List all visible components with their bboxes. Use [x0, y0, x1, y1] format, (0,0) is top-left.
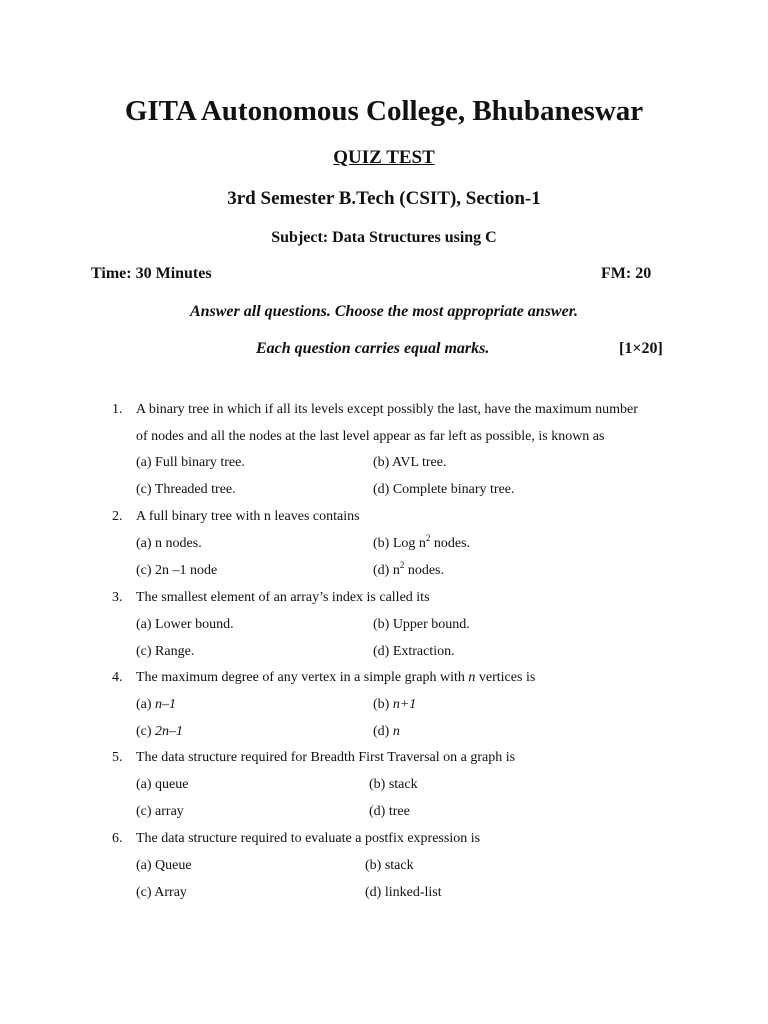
question-text: A binary tree in which if all its levels except possibly the last, have the maximum number: [136, 402, 638, 417]
option-a: (a) queue: [136, 777, 189, 792]
option-a-label: (a): [136, 697, 156, 712]
question-text-start: The maximum degree of any vertex in a simple graph with: [136, 670, 469, 685]
option-c-value: 2n–1: [155, 724, 184, 739]
question-number: 6.: [112, 831, 123, 846]
option-b: (b) AVL tree.: [373, 455, 447, 470]
option-c: (c) array: [136, 804, 184, 819]
option-c: (c) Threaded tree.: [136, 482, 236, 497]
option-d-value: n: [392, 724, 400, 739]
option-d-text: (d) n: [373, 563, 400, 578]
option-b: (b) stack: [369, 777, 418, 792]
instruction-line-2: Each question carries equal marks.: [256, 340, 490, 357]
instruction-line-1: Answer all questions. Choose the most appropriate answer.: [189, 303, 579, 320]
option-d-superscript: 2: [399, 560, 405, 570]
option-a: [136, 697, 176, 713]
question-number: 4.: [112, 670, 123, 685]
option-c: [136, 724, 183, 740]
question-number: 5.: [112, 750, 123, 765]
option-b-superscript: 2: [425, 533, 431, 543]
option-a: (a) Lower bound.: [136, 617, 234, 632]
college-title: GITA Autonomous College, Bhubaneswar: [124, 95, 644, 127]
option-b: (b) stack: [365, 858, 414, 873]
option-d: [373, 560, 444, 579]
question-text-end: vertices is: [475, 670, 536, 685]
option-a: (a) Queue: [136, 858, 192, 873]
option-b: [373, 533, 471, 552]
question-text: A full binary tree with n leaves contains: [136, 509, 360, 524]
option-d-label: (d): [373, 724, 393, 739]
option-d: (d) Complete binary tree.: [373, 482, 515, 497]
option-a: (a) Full binary tree.: [136, 455, 245, 470]
option-b-text: (b) Log n: [373, 536, 426, 551]
option-b: (b) Upper bound.: [373, 617, 470, 632]
question-number: 2.: [112, 509, 123, 524]
question-text: The data structure required for Breadth First Traversal on a graph is: [136, 750, 516, 765]
option-d: (d) linked-list: [365, 885, 442, 900]
time-label: Time: 30 Minutes: [91, 265, 212, 282]
option-d: (d) tree: [369, 804, 410, 819]
question-number: 1.: [112, 402, 123, 417]
full-marks-label: FM: 20: [601, 265, 652, 282]
subject-line: Subject: Data Structures using C: [271, 229, 497, 246]
question-text: The data structure required to evaluate a postfix expression is: [136, 831, 481, 846]
question-number: 3.: [112, 590, 123, 605]
option-a: (a) n nodes.: [136, 536, 202, 551]
question-text: of nodes and all the nodes at the last level appear as far left as possible, is known as: [136, 429, 605, 444]
option-b-label: (b): [373, 697, 393, 712]
question-variable: n: [468, 670, 476, 685]
option-d-text-end: nodes.: [404, 563, 444, 578]
question-text: The smallest element of an array’s index is called its: [136, 590, 430, 605]
option-d: (d) Extraction.: [373, 644, 455, 659]
marks-scheme: [1×20]: [619, 340, 663, 357]
quiz-heading: QUIZ TEST: [333, 147, 435, 168]
option-c: (c) Array: [136, 885, 187, 900]
semester-line: 3rd Semester B.Tech (CSIT), Section-1: [227, 188, 541, 209]
option-b-text-end: nodes.: [430, 536, 471, 551]
option-c-label: (c): [136, 724, 156, 739]
question-text: [136, 670, 535, 686]
option-b: [373, 697, 416, 713]
option-b-value: n+1: [392, 697, 417, 712]
option-c: (c) Range.: [136, 644, 195, 659]
option-c: (c) 2n –1 node: [136, 563, 218, 578]
option-d: [373, 724, 400, 740]
option-a-value: n–1: [155, 697, 177, 712]
